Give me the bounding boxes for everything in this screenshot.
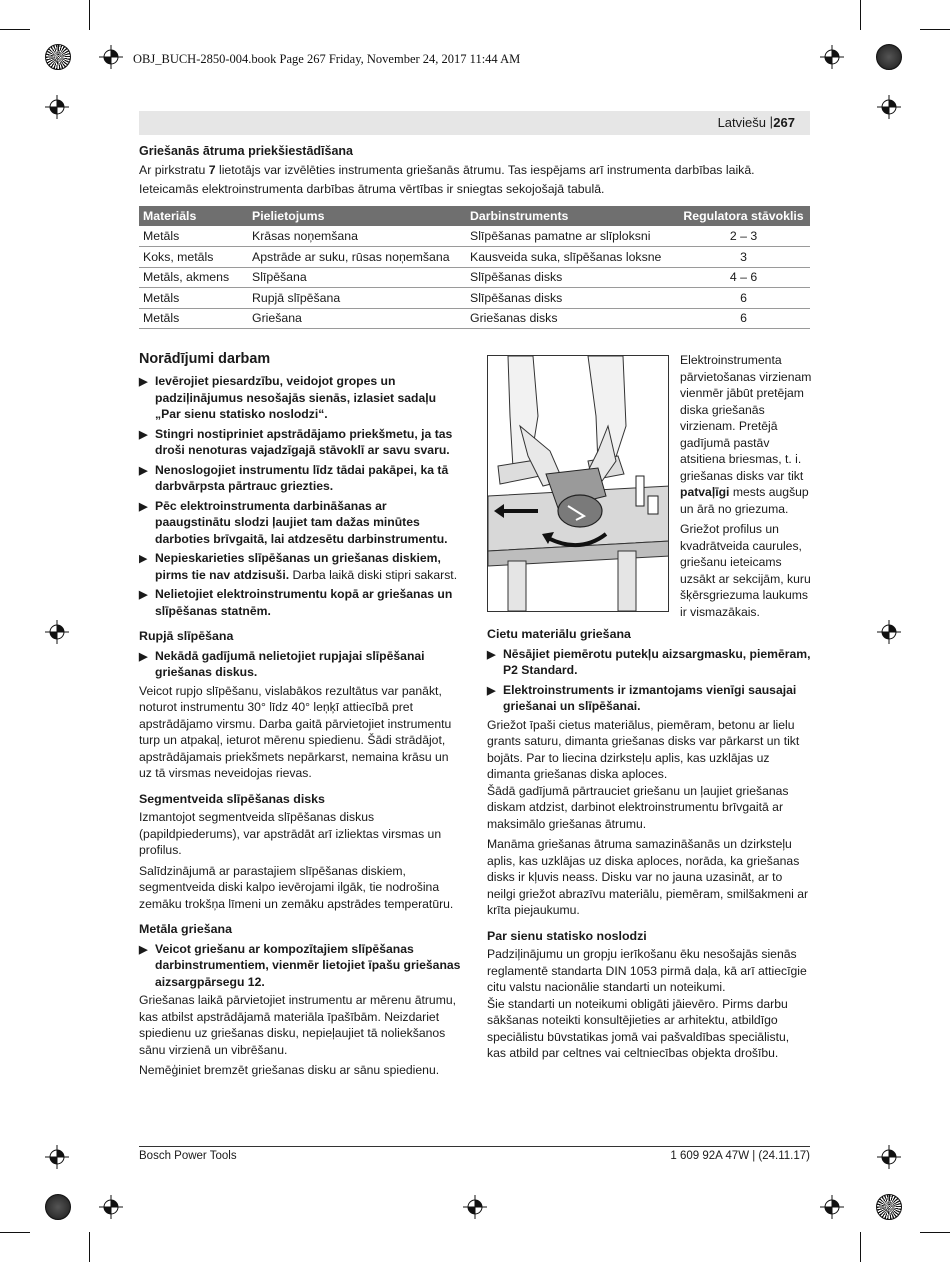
triangle-right-icon: ▶	[139, 428, 148, 441]
list-item-text: Pēc elektroinstrumenta darbināšanas ar paaugstinātu slodzi ļaujiet tam dažas minūtes darboties brīvgaitā, lai atdzesētu darbinstrumentu.	[155, 498, 448, 546]
page-number: 267	[773, 115, 795, 130]
registration-mark-icon	[463, 1195, 487, 1219]
text-span: mests augšup un ārā no griezuma.	[680, 485, 809, 516]
list-item	[139, 941, 463, 991]
text-span: Elektroinstrumenta pārvietošanas virzienam vienmēr jābūt pretējam diska griešanās virzienam. Pretējā gadījumā pastāv atsitiena briesmas, t. i. griešanas disks var tikt	[680, 353, 812, 483]
table-cell: Slīpēšanas pamatne ar slīploksni	[466, 226, 677, 247]
list-item-text: Stingri nostipriniet apstrādājamo priekšmetu, ja tas droši nenoturas vajadzīgajā stāvoklī ar savu svaru.	[155, 426, 453, 457]
table-cell: Apstrāde ar suku, rūsas noņemšana	[248, 247, 466, 268]
table-cell: Slīpēšanas disks	[466, 288, 677, 309]
registration-mark-icon	[45, 1145, 69, 1169]
registration-mark-icon	[99, 45, 123, 69]
triangle-right-icon: ▶	[139, 589, 148, 601]
speed-section-line2: Ieteicamās elektroinstrumenta darbības ātruma vērtības ir sniegtas sekojošajā tabulā.	[139, 182, 605, 196]
list-item-text: Elektroinstruments ir izmantojams vienīgi sausajai griešanai un slīpēšanai.	[503, 682, 797, 713]
table-cell: 4 – 6	[677, 267, 810, 288]
triangle-right-icon: ▶	[139, 650, 148, 663]
table-cell: 2 – 3	[677, 226, 810, 247]
table-cell: Rupjā slīpēšana	[248, 288, 466, 309]
segment-disc-text: Salīdzinājumā ar parastajiem slīpēšanas diskiem, segmentveida diski kalpo ievērojami ilgāk, tie nodrošina zemāku trokšņa līmeni un zemāku apstrādes temperatūru.	[139, 863, 454, 911]
triangle-right-icon: ▶	[139, 553, 148, 565]
reference-number: 7	[208, 163, 216, 177]
figure-side-text	[680, 350, 812, 620]
rough-grinding-heading: Rupjā slīpēšana	[139, 629, 234, 643]
registration-mark-icon	[877, 95, 901, 119]
table-header-cell: Regulatora stāvoklis	[677, 206, 810, 226]
registration-mark-icon	[45, 95, 69, 119]
rough-grinding-text: Veicot rupjo slīpēšanu, vislabākos rezultātus var panākt, noturot instrumentu 30° līdz 40° leņķī attiecībā pret apstrādājamo virsmu. Darba gaitā pārvietojiet instrumentu turp un atpakaļ, ieturot mērenu spiedienu. Šādi strādājot, apstrādājamais priekšmets nepārkarst, nemaina krāsu un uz tā virsmas neveidojas rievas.	[139, 683, 452, 780]
hard-materials-heading: Cietu materiālu griešana	[487, 627, 631, 641]
work-instructions-heading: Norādījumi darbam	[139, 351, 271, 367]
triangle-right-icon: ▶	[487, 648, 496, 661]
segment-disc-text: Izmantojot segmentveida slīpēšanas diskus (papildpiederums), var apstrādāt arī izliektas virsmas un profilus.	[139, 810, 442, 857]
table-row	[139, 267, 810, 288]
file-header: OBJ_BUCH-2850-004.book Page 267 Friday, November 24, 2017 11:44 AM	[133, 52, 521, 66]
crop-mark	[89, 0, 90, 30]
list-item	[139, 426, 463, 459]
triangle-right-icon: ▶	[139, 943, 148, 956]
footer-doc-number: 1 609 92A 47W | (24.11.17)	[670, 1150, 810, 1162]
table-cell: Metāls	[139, 308, 248, 329]
footer-divider	[139, 1146, 810, 1147]
triangle-right-icon: ▶	[487, 684, 496, 697]
registration-mark-icon	[820, 45, 844, 69]
page-language: Latviešu	[717, 115, 766, 130]
list-item	[139, 586, 463, 619]
speed-section-title: Griešanās ātruma priekšiestādīšana	[139, 144, 354, 158]
list-item-text: Nepieskarieties slīpēšanas un griešanas diskiem, pirms tie nav atdzisuši.	[155, 551, 441, 582]
table-cell: Griešana	[248, 308, 466, 329]
table-cell: Slīpēšana	[248, 267, 466, 288]
table-cell: 6	[677, 308, 810, 329]
crop-mark	[0, 29, 30, 30]
color-calibration-icon	[45, 44, 71, 70]
registration-mark-icon	[820, 1195, 844, 1219]
table-cell: Metāls	[139, 288, 248, 309]
list-item-text: Ievērojiet piesardzību, veidojot gropes un padziļinājumus nesošajās sienās, izlasiet sadaļu „Par sienu statisko noslodzi“.	[155, 374, 437, 421]
list-item-text: Darba laikā diski stipri sakarst.	[289, 567, 458, 582]
table-cell: Slīpēšanas disks	[466, 267, 677, 288]
speed-table	[139, 206, 810, 329]
registration-mark-icon	[99, 1195, 123, 1219]
color-calibration-icon	[876, 44, 902, 70]
table-cell: Kausveida suka, slīpēšanas loksne	[466, 247, 677, 268]
table-header-cell: Pielietojums	[248, 206, 466, 226]
table-cell: Koks, metāls	[139, 247, 248, 268]
table-cell: Metāls	[139, 226, 248, 247]
list-item	[139, 462, 463, 495]
speed-section-line1	[139, 162, 819, 179]
angle-grinder-illustration	[488, 356, 669, 612]
hard-materials-text: Šādā gadījumā pārtrauciet griešanu un ļaujiet griešanas diskam atdzist, darbinot elektroinstrumentu brīvgaitā ar maksimālo griešanas ātrumu.	[487, 783, 789, 831]
list-item	[139, 498, 463, 548]
triangle-right-icon: ▶	[139, 376, 148, 388]
wall-statics-heading: Par sienu statisko noslodzi	[487, 928, 647, 943]
table-header-cell: Materiāls	[139, 206, 248, 226]
wall-statics-text: Šie standarti un noteikumi obligāti jāievēro. Pirms darbu sākšanas noteikti konsultējieties ar arhitektu, atbildīgo speciālistu būvstatikas jomā vai pašvaldības speciālistu, kas atbild par celtnes vai celtniecības objekta drošību.	[487, 996, 790, 1060]
figure-caption	[680, 352, 812, 517]
left-column	[139, 350, 463, 1079]
crop-mark	[920, 1232, 950, 1233]
list-item	[139, 550, 463, 583]
list-item-text: Nelietojiet elektroinstrumentu kopā ar griešanas un slīpēšanas statnēm.	[155, 587, 453, 618]
table-cell: 6	[677, 288, 810, 309]
list-item-text: Nēsājiet piemērotu putekļu aizsargmasku, piemēram, P2 Standard.	[503, 646, 811, 677]
text-span: patvaļīgi	[680, 485, 730, 499]
table-cell: Krāsas noņemšana	[248, 226, 466, 247]
color-calibration-icon	[45, 1194, 71, 1220]
table-row	[139, 247, 810, 268]
triangle-right-icon: ▶	[139, 500, 148, 513]
crop-mark	[0, 1232, 30, 1233]
list-item	[487, 682, 811, 715]
table-row	[139, 226, 810, 247]
table-row	[139, 308, 810, 329]
segment-disc-heading: Segmentveida slīpēšanas disks	[139, 791, 325, 806]
wall-statics-text: Padziļinājumu un gropju ierīkošanu ēku nesošajās sienās reglamentē standarta DIN 1053 pirmā daļa, kā arī attiecīgie citu valstu nacionālie standarti un noteikumi.	[487, 947, 807, 994]
text-span: lietotājs var izvēlēties instrumenta griešanās ātrumu. Tas iespējams arī instrumenta darbības laikā.	[215, 163, 755, 177]
table-cell: Griešanas disks	[466, 308, 677, 329]
table-cell: Metāls, akmens	[139, 267, 248, 288]
metal-cutting-text: Griešanas laikā pārvietojiet instrumentu ar mērenu ātrumu, kas atbilst apstrādājamā materiāla īpašībām. Neizdariet spiedienu uz griešanas disku, nepieļaujiet tā noliekšanos sānu virzienā un vibrēšanu.	[139, 993, 457, 1057]
list-item	[139, 648, 463, 681]
hard-materials-text: Manāma griešanas ātruma samazināšanās un dzirksteļu aplis, kas uzklājas uz diska aploces, norāda, ka griešanas disks ir kļuvis neass. Disku var no jauna uzasināt, ar to neilgi griežot abrazīvu materiālu, piemēram, smilšakmeni ar krīta piejaukumu.	[487, 837, 809, 917]
table-row	[139, 288, 810, 309]
hard-materials-text: Griežot īpaši cietus materiālus, piemēram, betonu ar lielu grants saturu, dimanta griešanas disks var pārkarst un tikt bojāts. Par to liecina dzirksteļu aplis, kas uzklājas uz dimanta griešanas diska aploces.	[487, 717, 800, 781]
right-column	[487, 626, 811, 1062]
list-item-text: Nekādā gadījumā nelietojiet rupjajai slīpēšanai griešanas diskus.	[155, 648, 425, 679]
list-item	[487, 646, 811, 679]
list-item-text: Veicot griešanu ar kompozītajiem slīpēšanas darbinstrumentiem, vienmēr lietojiet īpašu griešanas aizsargpārsegu 12.	[155, 941, 461, 989]
footer-brand: Bosch Power Tools	[139, 1150, 237, 1162]
color-calibration-icon	[876, 1194, 902, 1220]
registration-mark-icon	[877, 1145, 901, 1169]
triangle-right-icon: ▶	[139, 464, 148, 477]
metal-cutting-heading: Metāla griešana	[139, 922, 232, 936]
registration-mark-icon	[45, 620, 69, 644]
page-header-separator: |	[769, 114, 773, 129]
text-span: Ar pirkstratu	[139, 163, 209, 177]
table-header-cell: Darbinstruments	[466, 206, 677, 226]
crop-mark	[89, 1232, 90, 1262]
list-item	[139, 373, 463, 423]
page-header	[139, 111, 810, 135]
cutting-illustration	[487, 355, 669, 612]
metal-cutting-text: Nemēģiniet bremzēt griešanas disku ar sānu spiedienu.	[139, 1063, 440, 1077]
crop-mark	[920, 29, 950, 30]
table-header-row	[139, 206, 810, 226]
crop-mark	[860, 1232, 861, 1262]
crop-mark	[860, 0, 861, 30]
registration-mark-icon	[877, 620, 901, 644]
list-item-text: Nenoslogojiet instrumentu līdz tādai pakāpei, ka tā darbvārpsta pārtrauc griezties.	[155, 462, 449, 493]
table-cell: 3	[677, 247, 810, 268]
figure-caption: Griežot profilus un kvadrātveida caurules, griešanu ieteicams uzsākt ar sekcijām, kuru šķērsgriezuma laukums ir vismazākais.	[680, 522, 811, 619]
